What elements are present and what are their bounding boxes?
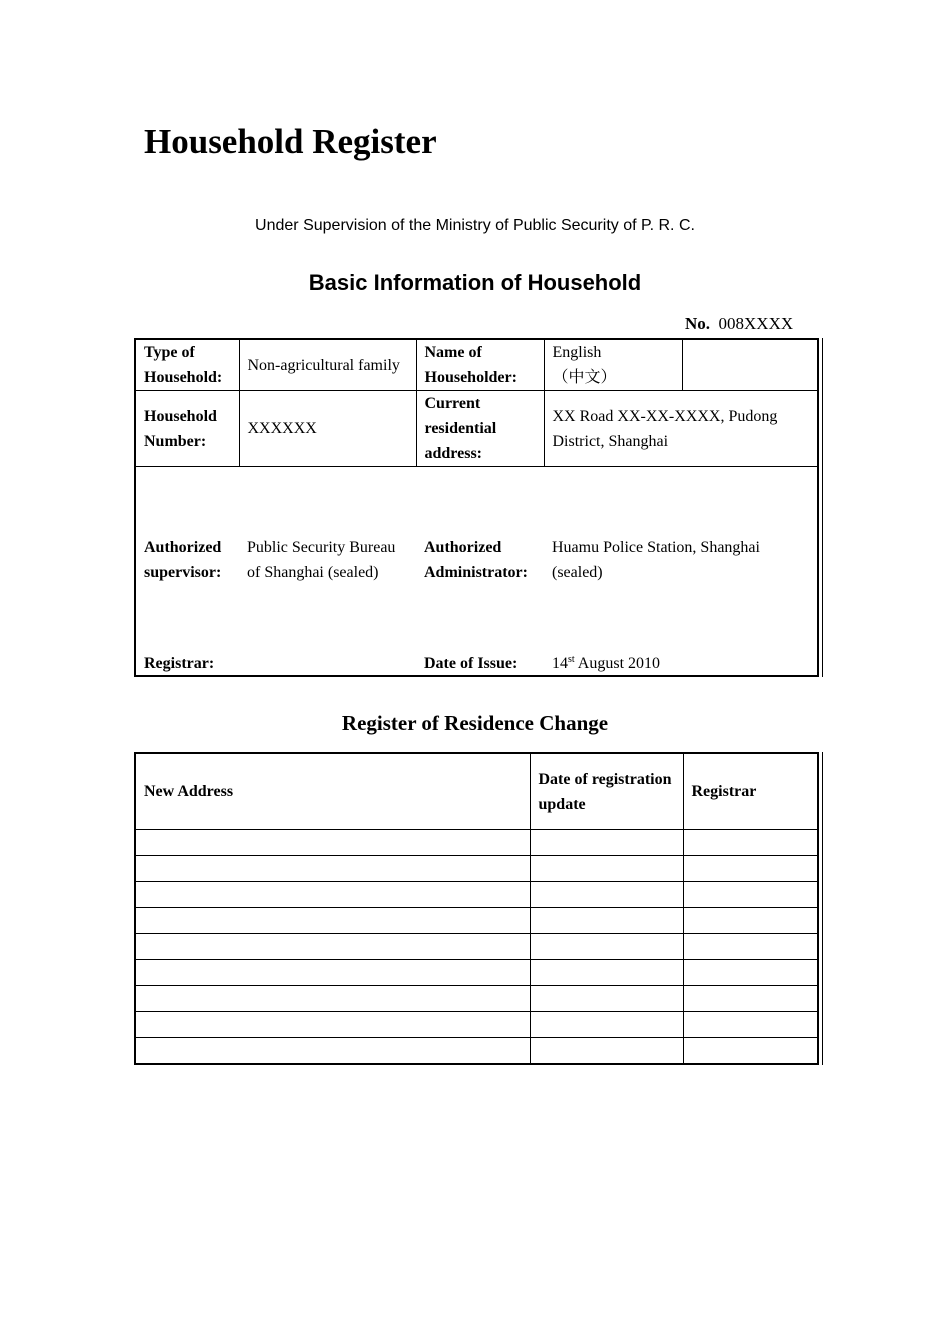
residence-change-heading: Register of Residence Change xyxy=(341,711,609,735)
householder-label: Name of Householder: xyxy=(416,339,544,391)
table-row xyxy=(135,830,818,856)
table-row xyxy=(135,960,818,986)
supervisor-value: Public Security Bureau of Shanghai (sealed) xyxy=(247,539,396,581)
new-address-cell xyxy=(135,1038,530,1065)
registration-date-cell xyxy=(530,1012,683,1038)
new-address-cell xyxy=(135,960,530,986)
administrator-value: Huamu Police Station, Shanghai (sealed) xyxy=(552,539,760,581)
new-address-cell xyxy=(135,934,530,960)
registrar-cell xyxy=(683,960,818,986)
registrar-label: Registrar: xyxy=(144,655,215,672)
new-address-cell xyxy=(135,986,530,1012)
date-value xyxy=(552,651,660,676)
registration-date-cell xyxy=(530,986,683,1012)
registrar-cell xyxy=(683,986,818,1012)
registrar-cell xyxy=(683,1038,818,1065)
registration-date-cell xyxy=(530,934,683,960)
col-registrar: Registrar xyxy=(683,753,818,830)
registration-date-cell xyxy=(530,908,683,934)
registrar-cell xyxy=(683,830,818,856)
address-value: XX Road XX-XX-XXXX, Pudong District, Shanghai xyxy=(544,391,818,467)
table-row xyxy=(135,1012,818,1038)
register-number xyxy=(685,313,793,335)
administrator-column xyxy=(416,467,544,677)
table-row xyxy=(135,908,818,934)
col-registration-date: Date of registration update xyxy=(530,753,683,830)
date-suffix: st xyxy=(568,654,575,665)
registration-date-cell xyxy=(530,1038,683,1065)
householder-extra-cell xyxy=(682,339,818,391)
residence-change-rows xyxy=(135,830,818,1065)
registrar-cell xyxy=(683,882,818,908)
household-number-value: XXXXXX xyxy=(239,391,416,467)
basic-info-table xyxy=(134,338,819,677)
supervision-line: Under Supervision of the Ministry of Public Security of P. R. C. xyxy=(255,217,695,234)
address-label: Current residential address: xyxy=(416,391,544,467)
new-address-cell xyxy=(135,830,530,856)
householder-name-cn: （中文） xyxy=(552,369,617,386)
supervisor-label: Authorized supervisor: xyxy=(144,539,222,581)
date-month-year: August 2010 xyxy=(574,655,661,672)
date-label: Date of Issue: xyxy=(424,655,518,672)
register-number-value: 008XXXX xyxy=(718,314,794,333)
householder-name-en: English xyxy=(552,344,602,361)
registrar-cell xyxy=(683,934,818,960)
type-label: Type of Household: xyxy=(135,339,239,391)
table-row xyxy=(135,882,818,908)
new-address-cell xyxy=(135,1012,530,1038)
new-address-cell xyxy=(135,882,530,908)
registrar-cell xyxy=(683,856,818,882)
document-title: Household Register xyxy=(144,122,437,161)
table-row xyxy=(135,1038,818,1065)
register-number-label: No. xyxy=(685,314,711,333)
administrator-value-column xyxy=(544,467,818,677)
supervisor-value-column xyxy=(239,467,416,677)
household-number-label: Household Number: xyxy=(135,391,239,467)
type-value: Non-agricultural family xyxy=(239,339,416,391)
registration-date-cell xyxy=(530,882,683,908)
administrator-label: Authorized Administrator: xyxy=(424,539,528,581)
registration-date-cell xyxy=(530,830,683,856)
basic-info-heading: Basic Information of Household xyxy=(308,270,642,295)
new-address-cell xyxy=(135,908,530,934)
residence-change-table xyxy=(134,752,819,1065)
new-address-cell xyxy=(135,856,530,882)
householder-value xyxy=(544,339,682,391)
registrar-cell xyxy=(683,1012,818,1038)
table-row xyxy=(135,986,818,1012)
date-day: 14 xyxy=(552,655,568,672)
table-row xyxy=(135,934,818,960)
registration-date-cell xyxy=(530,856,683,882)
col-new-address: New Address xyxy=(135,753,530,830)
registration-date-cell xyxy=(530,960,683,986)
registrar-cell xyxy=(683,908,818,934)
table-row xyxy=(135,856,818,882)
supervisor-column xyxy=(135,467,239,677)
